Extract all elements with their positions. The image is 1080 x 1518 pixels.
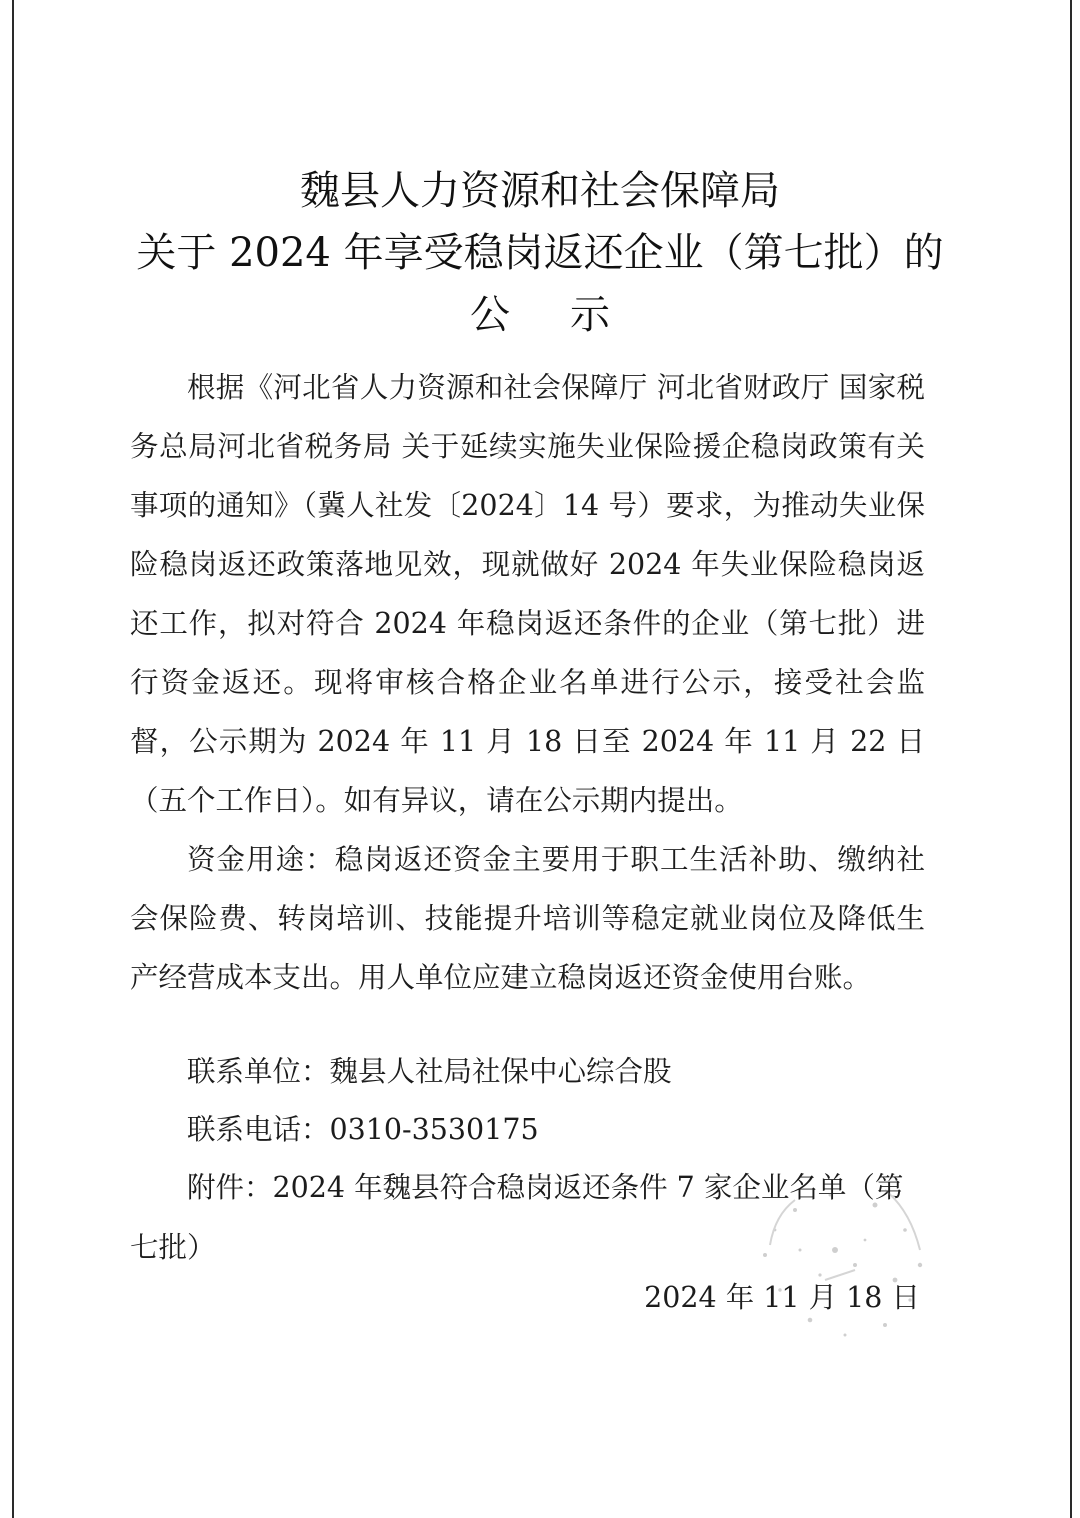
title-line-3: 公示	[470, 292, 670, 338]
contact-unit: 联系单位：魏县人社局社保中心综合股	[187, 1055, 672, 1088]
title-line-2: 关于 2024 年享受稳岗返还企业（第七批）的	[136, 230, 944, 276]
attachment-note: 附件：2024 年魏县符合稳岗返还条件 7 家企业名单（第七批）	[130, 1171, 904, 1264]
body-paragraph-2: 资金用途：稳岗返还资金主要用于职工生活补助、缴纳社会保险费、转岗培训、技能提升培训等稳定就业岗位及降低生产经营成本支出。用人单位应建立稳岗返还资金使用台账。	[130, 843, 925, 994]
document-title	[0, 160, 1080, 346]
title-line-1: 魏县人力资源和社会保障局	[300, 168, 780, 214]
contact-phone: 联系电话：0310-3530175	[187, 1113, 539, 1146]
document-body	[130, 358, 925, 1007]
body-paragraph-1: 根据《河北省人力资源和社会保障厅 河北省财政厅 国家税务总局河北省税务局 关于延续实施失业保险援企稳岗政策有关事项的通知》（冀人社发〔2024〕14 号）要求，为推动失业保险稳岗返还政策落地见效，现就做好 2024 年失业保险稳岗返还工作，拟对符合 2024 年稳岗返还条件的企业（第七批）进行资金返还。现将审核合格企业名单进行公示，接受社会监督，公示期为 2024 年 11 月 18 日至 2024 年 11 月 22 日（五个工作日）。如有异议，请在公示期内提出。	[130, 371, 925, 817]
document-date: 2024 年 11 月 18 日	[644, 1281, 920, 1314]
